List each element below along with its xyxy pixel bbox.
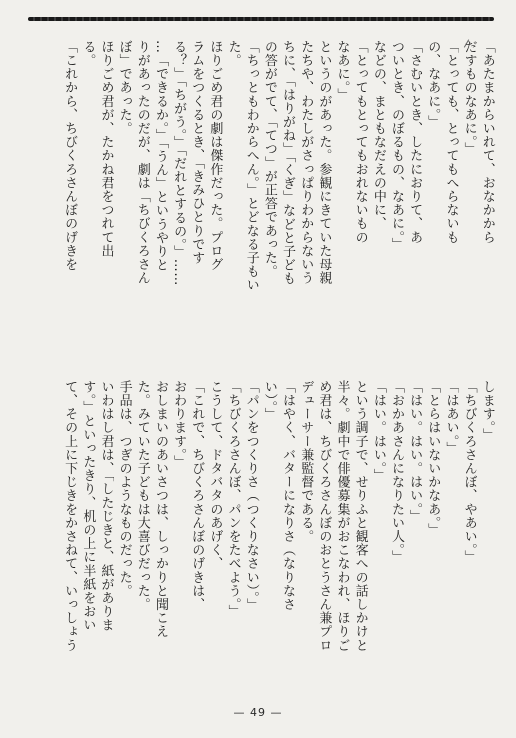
text-column: 「おかあさんになりたい人。」 (388, 380, 404, 564)
text-column: ラムをつくるとき、「きみひとりです (189, 40, 205, 265)
text-column: 「これから、ちびくろさんぼのげきを (62, 40, 78, 272)
text-column: 「パンをつくりさ（つくりなさい）。」 (243, 380, 259, 612)
text-column: 「ちびくろさんぼ、やあい。」 (461, 380, 477, 564)
text-column: 「はい。はい。」 (370, 380, 386, 483)
text-column: ちに、「はりがね」「くぎ」などと子ども (280, 40, 296, 286)
text-column: 「これで、ちびくろさんぼのげきは、 (189, 380, 205, 612)
text-column: などの、まともなだえの中に、 (370, 40, 386, 231)
top-decorative-rule (28, 17, 494, 21)
text-column: 「ちっともわからへん。」とどなる子もい (243, 40, 259, 292)
text-column: 半々。劇中で俳優募集がおこなわれ、ほりご (334, 380, 350, 652)
text-column: というのがあった。参観にきていた母親 (316, 40, 332, 285)
text-column: たちや、わたしがさっぱりわからないう (298, 40, 314, 285)
text-column: ぼ」であった。 (116, 40, 132, 136)
text-column: りがあったのだが、劇は「ちびくろさん (134, 40, 150, 285)
text-column: る。 (80, 40, 96, 68)
text-column: た。 (225, 40, 241, 68)
text-column: 「はやく、バターになりさ（なりなさ (280, 380, 296, 612)
text-column: 「あたまからいれて、おなかから (479, 40, 495, 244)
page-number: — 49 — (233, 706, 283, 719)
lower-text-block (60, 380, 496, 698)
text-column: の答がでて、「てつ」が正答であった。 (261, 40, 277, 279)
text-column: いわはし君は、「したじきと、紙がありま (98, 380, 114, 632)
text-column: なあに。」 (334, 40, 350, 102)
text-column: ほりごめ君が、たかね君をつれて出 (98, 40, 114, 258)
text-column: の、なあに。」 (425, 40, 441, 129)
text-column: る？」「ちがう。」「だれとするの。」…… (171, 40, 187, 286)
text-column: す。」といったきり、机の上に半紙をおい (80, 380, 96, 632)
text-column: 「はい。はい。はい。」 (407, 380, 423, 524)
text-column: ついとき、のぼるもの、なあに。」 (388, 40, 404, 252)
text-column: こうして、ドタバタのあげく、 (207, 380, 223, 571)
text-column: おわります。」 (171, 380, 187, 469)
text-column: …「できるか。」「うん」というやりと (152, 40, 168, 272)
text-column: します。」 (479, 380, 495, 442)
text-column: 「ちびくろさんぼ、パンをたべよう。」 (225, 380, 241, 619)
text-column: 「さむいとき、したにおりて、あ (407, 40, 423, 244)
text-column: という調子で、せりふと観客への話しかけと (352, 380, 368, 652)
text-column: め君は、ちびくろさんぼのおとうさん兼プロ (316, 380, 332, 652)
text-column: て、その上に下じきをかさねて、いっしょう (62, 380, 78, 652)
text-column: 「とっても、とってもへらないも (443, 40, 459, 244)
text-column: 「はあい。」 (443, 380, 459, 456)
text-column: おしまいのあいさつは、しっかりと聞こえ (152, 380, 168, 639)
text-column: デューサー兼監督である。 (298, 380, 314, 544)
upper-text-block (60, 40, 496, 360)
text-column: 「とらはいないかなあ。」 (425, 380, 441, 537)
text-column: だすものなあに。」 (461, 40, 477, 156)
text-column: い）。」 (261, 380, 277, 422)
text-column: ほりごめ君の劇は傑作だった。プログ (207, 40, 223, 272)
text-column: 手品は、つぎのようなものだった。 (116, 380, 132, 598)
text-column: 「とってもとってもおれないもの (352, 40, 368, 244)
text-column: た。みていた子どもは大喜びだった。 (134, 380, 150, 612)
